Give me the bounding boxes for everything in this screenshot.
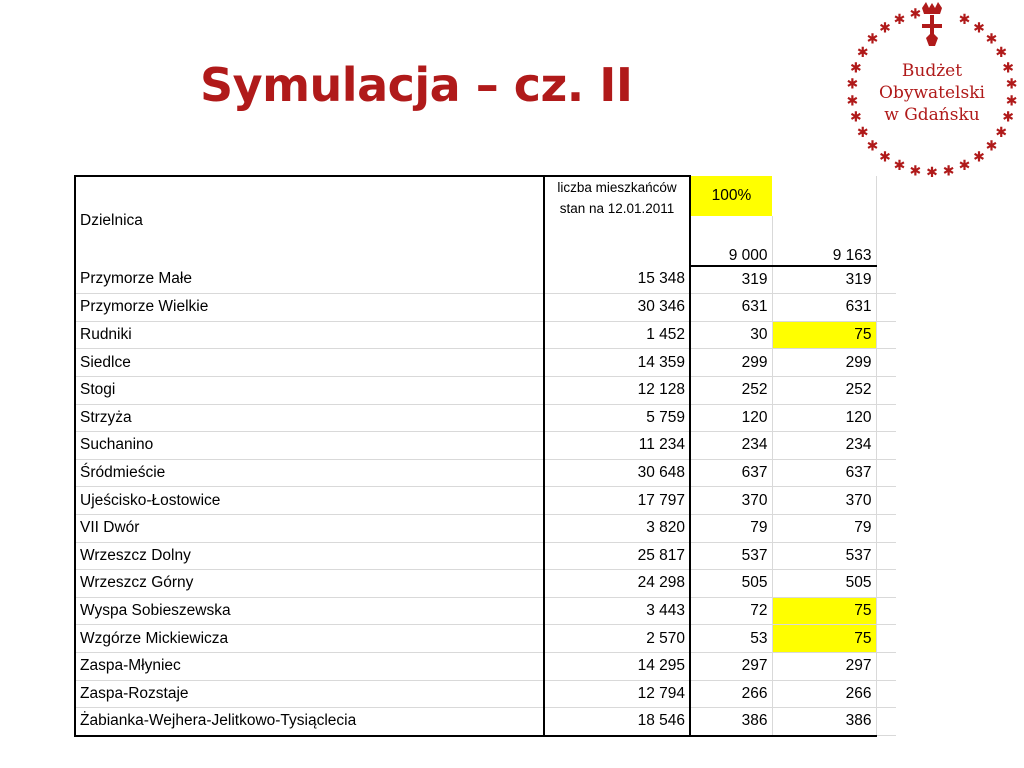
allocation-b-value: 234 (772, 432, 876, 460)
population-value: 11 234 (544, 432, 690, 460)
district-name: Przymorze Małe (75, 266, 544, 294)
allocation-a-value: 386 (690, 708, 772, 736)
population-value: 17 797 (544, 487, 690, 515)
ornament-icon: ✱ (985, 31, 998, 48)
allocation-a-value: 299 (690, 349, 772, 377)
district-name: Wrzeszcz Dolny (75, 542, 544, 570)
population-value: 12 794 (544, 680, 690, 708)
district-name: Suchanino (75, 432, 544, 460)
population-value: 30 346 (544, 294, 690, 322)
population-value: 25 817 (544, 542, 690, 570)
ornament-icon: ✱ (973, 149, 985, 166)
allocation-a-value: 370 (690, 487, 772, 515)
ornament-icon: ✱ (942, 163, 955, 180)
ornament-icon: ✱ (893, 11, 906, 28)
allocation-a-value: 631 (690, 294, 772, 322)
ornament-icon: ✱ (926, 165, 938, 181)
header-population-line-1: liczba mieszkańców (557, 180, 677, 195)
district-name: Wyspa Sobieszewska (75, 597, 544, 625)
allocation-b-value: 75 (772, 321, 876, 349)
logo-line-3: w Gdańsku (884, 105, 980, 125)
allocation-b-value: 120 (772, 404, 876, 432)
allocation-b-value: 252 (772, 376, 876, 404)
table-row (75, 542, 896, 570)
ornament-icon: ✱ (1005, 76, 1018, 93)
table-row (75, 266, 896, 294)
logo-line-1: Budżet (901, 61, 963, 81)
allocation-b-value: 299 (772, 349, 876, 377)
allocation-a-value: 319 (690, 266, 772, 294)
header-district: Dzielnica (75, 176, 544, 266)
ornament-icon: ✱ (973, 20, 985, 37)
allocation-b-value: 370 (772, 487, 876, 515)
allocation-b-value: 75 (772, 625, 876, 653)
allocation-b-value: 79 (772, 514, 876, 542)
ornament-icon: ✱ (879, 149, 891, 166)
allocation-a-value: 72 (690, 597, 772, 625)
table-row (75, 294, 896, 322)
ornament-icon: ✱ (893, 158, 906, 175)
table-row (75, 404, 896, 432)
population-value: 5 759 (544, 404, 690, 432)
allocation-b-value: 386 (772, 708, 876, 736)
district-name: Zaspa-Młyniec (75, 652, 544, 680)
population-value: 15 348 (544, 266, 690, 294)
allocation-a-value: 266 (690, 680, 772, 708)
allocation-a-value: 120 (690, 404, 772, 432)
ornament-icon: ✱ (1005, 93, 1018, 110)
total-a: 9 000 (690, 243, 772, 266)
allocation-b-value: 75 (772, 597, 876, 625)
district-name: Wzgórze Mickiewicza (75, 625, 544, 653)
table-header-row (75, 176, 896, 216)
table-row (75, 349, 896, 377)
ornament-icon: ✱ (856, 45, 869, 61)
allocation-b-value: 537 (772, 542, 876, 570)
ornament-icon: ✱ (856, 125, 869, 141)
allocation-a-value: 252 (690, 376, 772, 404)
allocation-b-value: 297 (772, 652, 876, 680)
table-row (75, 708, 896, 736)
ornament-icon: ✱ (909, 6, 922, 23)
allocation-b-value: 631 (772, 294, 876, 322)
population-value: 3 820 (544, 514, 690, 542)
table-row (75, 321, 896, 349)
population-value: 2 570 (544, 625, 690, 653)
header-percent: 100% (690, 176, 772, 216)
table-row (75, 652, 896, 680)
ornament-icon: ✱ (879, 20, 891, 37)
district-name: Ujeścisko-Łostowice (75, 487, 544, 515)
table-row (75, 597, 896, 625)
ornament-icon: ✱ (995, 45, 1008, 61)
logo-text (842, 60, 1022, 126)
crown-figure-icon (922, 2, 942, 46)
allocation-a-value: 30 (690, 321, 772, 349)
table-row (75, 514, 896, 542)
allocation-b-value: 637 (772, 459, 876, 487)
allocation-b-value: 266 (772, 680, 876, 708)
table-row (75, 570, 896, 598)
district-name: Rudniki (75, 321, 544, 349)
allocation-b-value: 319 (772, 266, 876, 294)
allocation-a-value: 637 (690, 459, 772, 487)
table-row (75, 487, 896, 515)
allocation-a-value: 537 (690, 542, 772, 570)
district-name: Zaspa-Rozstaje (75, 680, 544, 708)
ornament-icon: ✱ (958, 158, 971, 175)
allocation-a-value: 505 (690, 570, 772, 598)
ornament-icon: ✱ (866, 138, 879, 155)
district-name: Przymorze Wielkie (75, 294, 544, 322)
ornament-icon: ✱ (1002, 60, 1014, 77)
slide-title: Symulacja – cz. II (200, 58, 633, 112)
population-value: 14 295 (544, 652, 690, 680)
ornament-icon: ✱ (846, 76, 859, 93)
population-value: 18 546 (544, 708, 690, 736)
population-value: 30 648 (544, 459, 690, 487)
allocation-a-value: 53 (690, 625, 772, 653)
allocation-a-value: 79 (690, 514, 772, 542)
table-row (75, 680, 896, 708)
ornament-icon: ✱ (1002, 109, 1014, 126)
ornament-icon: ✱ (995, 125, 1008, 141)
allocation-a-value: 297 (690, 652, 772, 680)
table-row (75, 432, 896, 460)
district-table (74, 175, 896, 737)
population-value: 12 128 (544, 376, 690, 404)
population-value: 24 298 (544, 570, 690, 598)
district-name: Siedlce (75, 349, 544, 377)
total-b: 9 163 (772, 243, 876, 266)
ornament-icon: ✱ (985, 138, 998, 155)
ornament-icon: ✱ (850, 60, 862, 77)
district-name: Stogi (75, 376, 544, 404)
ornament-icon: ✱ (866, 31, 879, 48)
header-population-line-2: stan na 12.01.2011 (559, 201, 675, 216)
district-name: Strzyża (75, 404, 544, 432)
district-name: Żabianka-Wejhera-Jelitkowo-Tysiąclecia (75, 708, 544, 736)
district-name: Śródmieście (75, 459, 544, 487)
logo-line-2: Obywatelski (879, 83, 985, 103)
table-row (75, 625, 896, 653)
population-value: 3 443 (544, 597, 690, 625)
table-row (75, 376, 896, 404)
allocation-a-value: 234 (690, 432, 772, 460)
district-name: VII Dwór (75, 514, 544, 542)
allocation-b-value: 505 (772, 570, 876, 598)
table-row (75, 459, 896, 487)
ornament-icon: ✱ (850, 109, 862, 126)
ornament-icon: ✱ (909, 163, 922, 180)
ornament-icon: ✱ (846, 93, 859, 110)
population-value: 1 452 (544, 321, 690, 349)
header-population (544, 176, 690, 266)
ornament-icon: ✱ (958, 11, 971, 28)
district-name: Wrzeszcz Górny (75, 570, 544, 598)
population-value: 14 359 (544, 349, 690, 377)
